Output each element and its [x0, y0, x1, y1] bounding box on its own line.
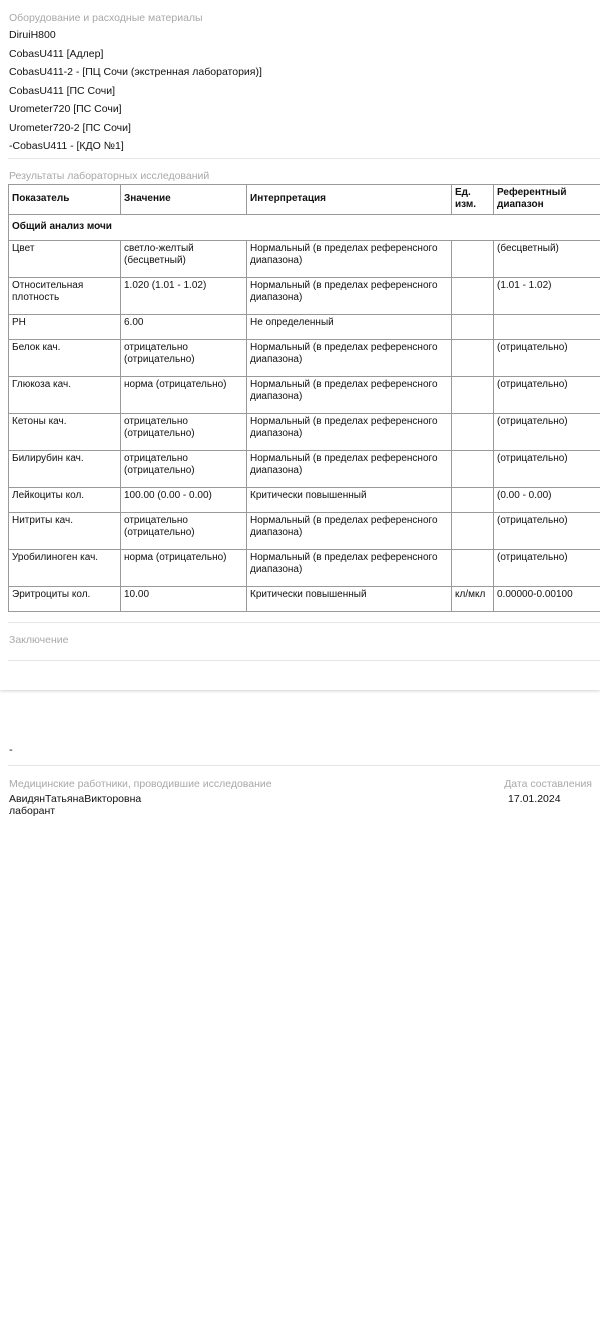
cell-interpretation: Нормальный (в пределах референсного диапазона)	[247, 414, 452, 451]
cell-reference	[494, 315, 600, 340]
cell-indicator: Билирубин кач.	[9, 451, 121, 488]
cell-reference: (отрицательно)	[494, 550, 600, 587]
header-unit: Ед. изм.	[452, 185, 494, 215]
cell-interpretation: Нормальный (в пределах референсного диапазона)	[247, 278, 452, 315]
equipment-section-label: Оборудование и расходные материалы	[9, 12, 203, 24]
section-divider	[8, 660, 600, 661]
conclusion-section-label: Заключение	[9, 634, 69, 646]
cell-reference: (отрицательно)	[494, 340, 600, 377]
cell-reference: (отрицательно)	[494, 513, 600, 550]
cell-unit	[452, 451, 494, 488]
cell-unit	[452, 278, 494, 315]
cell-unit	[452, 414, 494, 451]
cell-interpretation: Нормальный (в пределах референсного диапазона)	[247, 550, 452, 587]
cell-indicator: Лейкоциты кол.	[9, 488, 121, 513]
cell-interpretation: Нормальный (в пределах референсного диапазона)	[247, 377, 452, 414]
group-title: Общий анализ мочи	[9, 215, 600, 241]
cell-value: отрицательно (отрицательно)	[121, 340, 247, 377]
equipment-item: Urometer720 [ПС Сочи]	[9, 103, 122, 115]
cell-indicator: PH	[9, 315, 121, 340]
cell-unit: кл/мкл	[452, 587, 494, 612]
cell-interpretation: Не определенный	[247, 315, 452, 340]
results-section-label: Результаты лабораторных исследований	[9, 170, 210, 182]
cell-value: светло-желтый (бесцветный)	[121, 241, 247, 278]
staff-name: АвидянТатьянаВикторовна	[9, 793, 142, 805]
section-divider	[8, 158, 600, 159]
cell-unit	[452, 488, 494, 513]
cell-value: 100.00 (0.00 - 0.00)	[121, 488, 247, 513]
cell-value: норма (отрицательно)	[121, 550, 247, 587]
cell-indicator: Глюкоза кач.	[9, 377, 121, 414]
cell-unit	[452, 315, 494, 340]
cell-indicator: Нитриты кач.	[9, 513, 121, 550]
section-divider	[8, 622, 600, 623]
equipment-item: -CobasU411 - [КДО №1]	[9, 140, 124, 152]
cell-indicator: Цвет	[9, 241, 121, 278]
report-date: 17.01.2024	[508, 793, 561, 805]
cell-unit	[452, 550, 494, 587]
table-row	[9, 414, 600, 451]
group-row	[9, 215, 600, 241]
staff-role: лаборант	[9, 805, 56, 817]
cell-value: 1.020 (1.01 - 1.02)	[121, 278, 247, 315]
cell-reference: (1.01 - 1.02)	[494, 278, 600, 315]
cell-indicator: Относительная плотность	[9, 278, 121, 315]
cell-unit	[452, 377, 494, 414]
cell-unit	[452, 241, 494, 278]
table-row	[9, 587, 600, 612]
table-row	[9, 451, 600, 488]
header-interpretation: Интерпретация	[247, 185, 452, 215]
cell-reference: (отрицательно)	[494, 451, 600, 488]
table-row	[9, 241, 600, 278]
results-table	[8, 184, 600, 612]
table-row	[9, 550, 600, 587]
cell-reference: (бесцветный)	[494, 241, 600, 278]
cell-unit	[452, 340, 494, 377]
equipment-item: CobasU411-2 - [ПЦ Сочи (экстренная лаборатория)]	[9, 66, 262, 78]
cell-indicator: Уробилиноген кач.	[9, 550, 121, 587]
table-row	[9, 488, 600, 513]
header-indicator: Показатель	[9, 185, 121, 215]
table-row	[9, 377, 600, 414]
cell-indicator: Кетоны кач.	[9, 414, 121, 451]
cell-value: отрицательно (отрицательно)	[121, 414, 247, 451]
cell-unit	[452, 513, 494, 550]
cell-value: 6.00	[121, 315, 247, 340]
cell-value: отрицательно (отрицательно)	[121, 451, 247, 488]
cell-interpretation: Критически повышенный	[247, 587, 452, 612]
cell-indicator: Эритроциты кол.	[9, 587, 121, 612]
cell-value: 10.00	[121, 587, 247, 612]
cell-reference: (0.00 - 0.00)	[494, 488, 600, 513]
equipment-item: DiruiH800	[9, 29, 56, 41]
equipment-item: Urometer720-2 [ПС Сочи]	[9, 121, 131, 134]
table-row	[9, 340, 600, 377]
header-value: Значение	[121, 185, 247, 215]
cell-interpretation: Нормальный (в пределах референсного диапазона)	[247, 513, 452, 550]
cell-interpretation: Нормальный (в пределах референсного диапазона)	[247, 340, 452, 377]
staff-section-label: Медицинские работники, проводившие исследование	[9, 778, 272, 790]
table-row	[9, 278, 600, 315]
section-divider	[8, 765, 600, 766]
cell-reference: 0.00000-0.00100	[494, 587, 600, 612]
equipment-item: CobasU411 [ПС Сочи]	[9, 84, 115, 97]
cell-value: норма (отрицательно)	[121, 377, 247, 414]
equipment-item: CobasU411 [Адлер]	[9, 47, 104, 60]
table-row	[9, 513, 600, 550]
cell-indicator: Белок кач.	[9, 340, 121, 377]
cell-interpretation: Нормальный (в пределах референсного диапазона)	[247, 241, 452, 278]
cell-interpretation: Критически повышенный	[247, 488, 452, 513]
cell-interpretation: Нормальный (в пределах референсного диапазона)	[247, 451, 452, 488]
header-reference: Референтный диапазон	[494, 185, 600, 215]
table-row	[9, 315, 600, 340]
cell-reference: (отрицательно)	[494, 414, 600, 451]
conclusion-dash: -	[9, 744, 13, 756]
equipment-list	[9, 26, 262, 156]
cell-reference: (отрицательно)	[494, 377, 600, 414]
date-section-label: Дата составления	[504, 778, 592, 790]
table-header-row	[9, 185, 600, 215]
cell-value: отрицательно (отрицательно)	[121, 513, 247, 550]
